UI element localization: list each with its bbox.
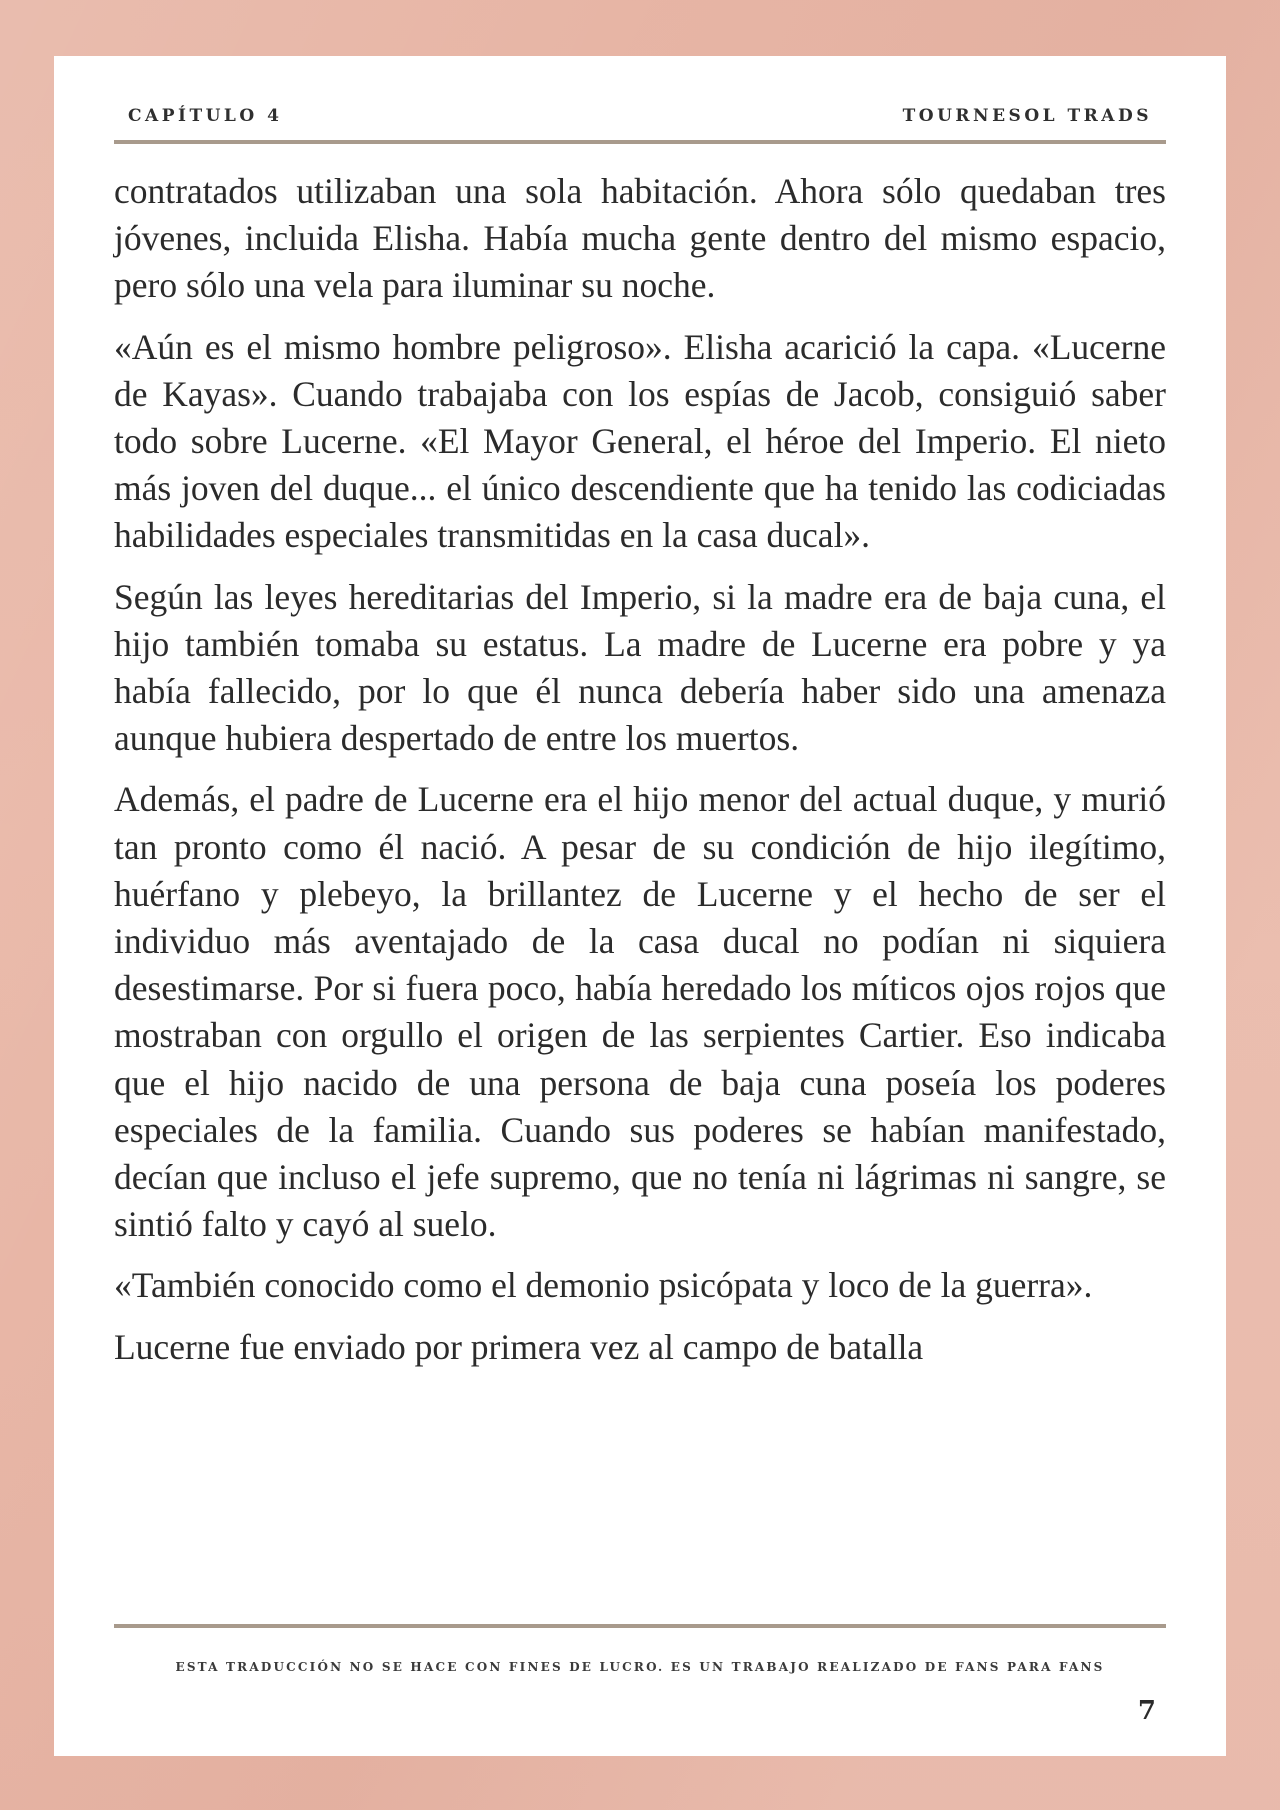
page-number: 7 (1137, 1696, 1156, 1726)
paragraph: contratados utilizaban una sola habitación. Ahora sólo quedaban tres jóvenes, incluida Elisha. Había mucha gente dentro del mismo espacio, pero sólo una vela para iluminar su noche. (114, 171, 1166, 306)
header-divider (114, 140, 1166, 144)
paragraph: Según las leyes hereditarias del Imperio, si la madre era de baja cuna, el hijo también tomaba su estatus. La madre de Lucerne era pobre y ya había fallecido, por lo que él nunca debería haber sido una amenaza aunque hubiera despertado de entre los muertos. (114, 576, 1166, 759)
page-header (114, 106, 1166, 136)
body-text (114, 168, 1166, 1385)
footer-disclaimer: ESTA TRADUCCIÓN NO SE HACE CON FINES DE LUCRO. ES UN TRABAJO REALIZADO DE FANS PARA FANS (175, 1660, 1105, 1674)
paragraph: «También conocido como el demonio psicópata y loco de la guerra». (114, 1265, 1093, 1306)
paragraph: «Aún es el mismo hombre peligroso». Elisha acarició la capa. «Lucerne de Kayas». Cuando trabajaba con los espías de Jacob, consiguió saber todo sobre Lucerne. «El Mayor General, el héroe del Imperio. El nieto más joven del duque... el único descendiente que ha tenido las codiciadas habilidades especiales transmitidas en la casa ducal». (114, 326, 1166, 556)
page-sheet (54, 56, 1226, 1756)
paragraph: Lucerne fue enviado por primera vez al campo de batalla (114, 1326, 924, 1367)
paragraph: Además, el padre de Lucerne era el hijo menor del actual duque, y murió tan pronto como él nació. A pesar de su condición de hijo ilegítimo, huérfano y plebeyo, la brillantez de Lucerne y el hecho de ser el individuo más aventajado de la casa ducal no podían ni siquiera desestimarse. Por si fuera poco, había heredado los míticos ojos rojos que mostraban con orgullo el origen de las serpientes Cartier. Eso indicaba que el hijo nacido de una persona de baja cuna poseía los poderes especiales de la familia. Cuando sus poderes se habían manifestado, decían que incluso el jefe supremo, que no tenía ni lágrimas ni sangre, se sintió falto y cayó al suelo. (114, 779, 1166, 1245)
footer-divider (114, 1624, 1166, 1628)
chapter-title: CAPÍTULO 4 (128, 106, 283, 126)
translator-group-name: TOURNESOL TRADS (902, 106, 1152, 126)
